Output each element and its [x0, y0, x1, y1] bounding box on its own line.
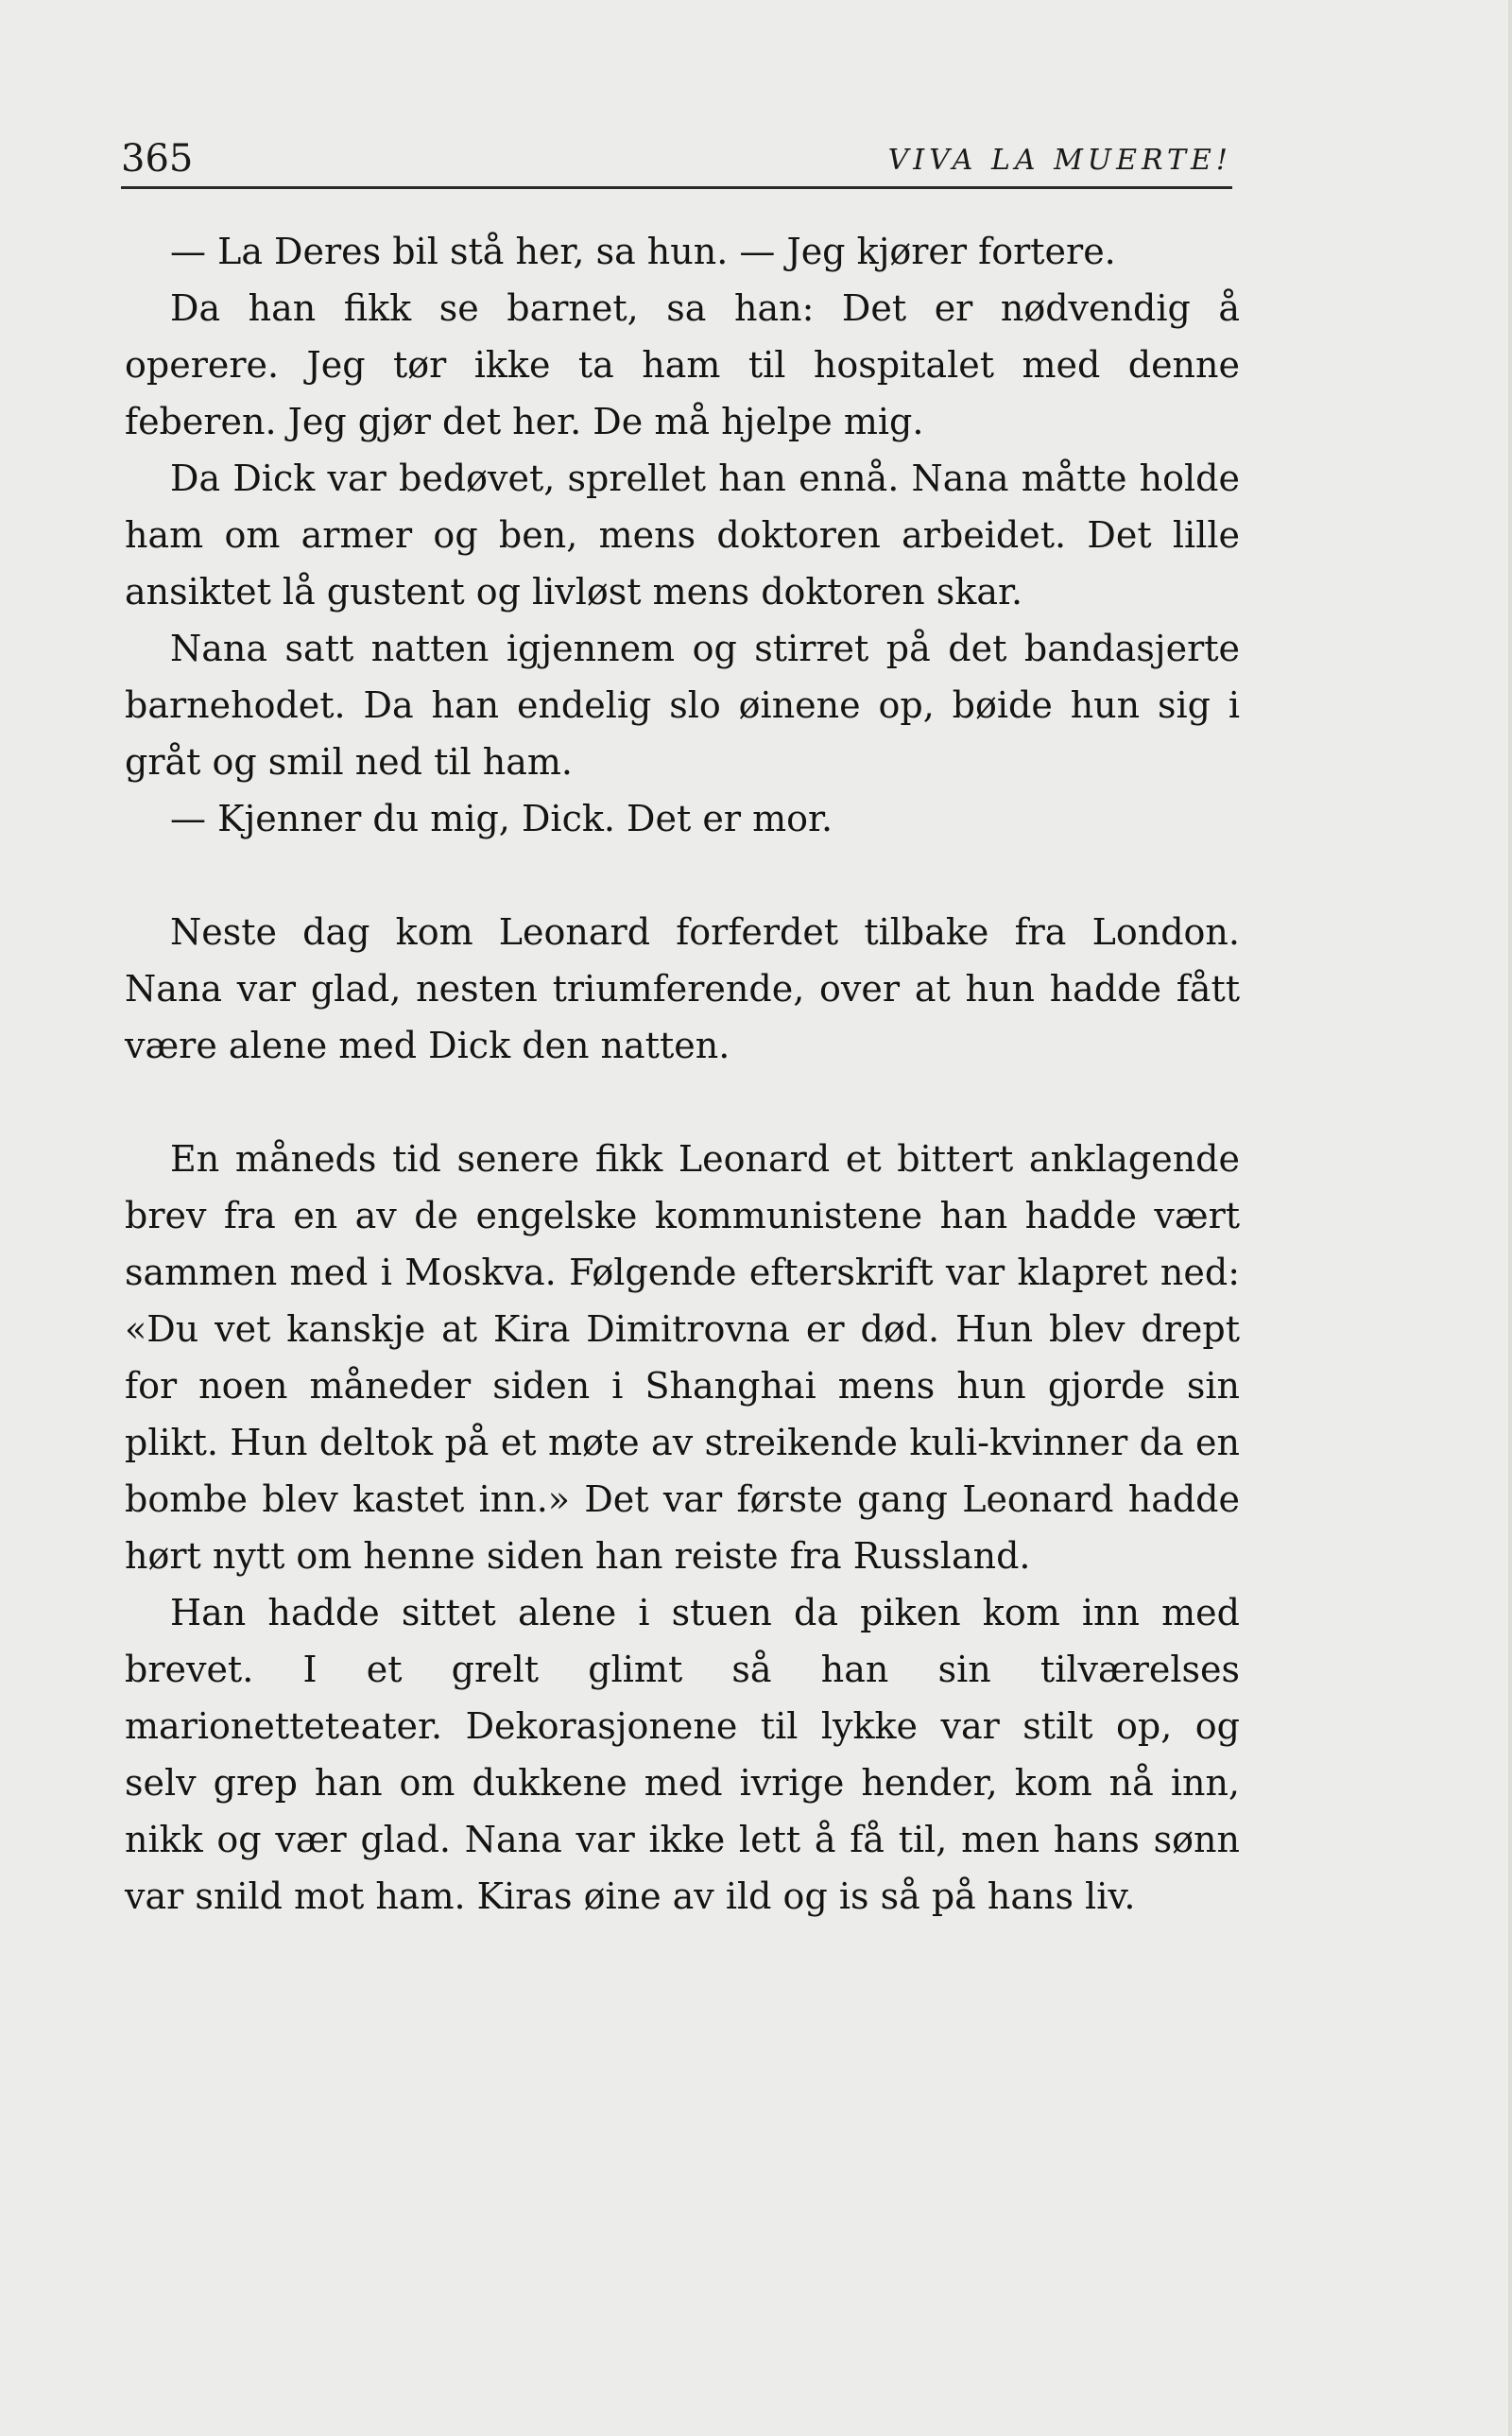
- paragraph: — Kjenner du mig, Dick. Det er mor.: [170, 798, 833, 839]
- paragraph: En måneds tid senere fikk Leonard et bittert anklagende brev fra en av de engelske kommunistene han hadde vært sammen med i Moskva. Følgende efterskrift var klapret ned: «Du vet kanskje at Kira Dimitrovna er død. Hun blev drept for noen måneder siden i Shanghai mens hun gjorde sin plikt. Hun deltok på et møte av streikende kuli-kvinner da en bombe blev kastet inn.» Det var første gang Leonard hadde hørt nytt om henne siden han reiste fra Russland.: [125, 1138, 1240, 1577]
- section-break: [125, 847, 1240, 904]
- paragraph: Han hadde sittet alene i stuen da piken kom inn med brevet. I et grelt glimt så han sin tilværelses marionetteteater. Dekorasjonene til lykke var stilt op, og selv grep han om dukkene med ivrige hender, kom nå inn, nikk og vær glad. Nana var ikke lett å få til, men hans sønn var snild mot ham. Kiras øine av ild og is så på hans liv.: [125, 1592, 1240, 1917]
- paragraph: Da han fikk se barnet, sa han: Det er nødvendig å operere. Jeg tør ikke ta ham til hospitalet med denne feberen. Jeg gjør det her. De må hjelpe mig.: [125, 287, 1240, 442]
- section-break: [125, 1074, 1240, 1131]
- running-title: VIVA LA MUERTE!: [887, 144, 1232, 177]
- page-number: 365: [121, 137, 194, 181]
- page-edge: [1508, 0, 1512, 2436]
- paragraph: Nana satt natten igjennem og stirret på det bandasjerte barnehodet. Da han endelig slo øinene op, bøide hun sig i gråt og smil ned til ham.: [125, 628, 1240, 783]
- paragraph: Da Dick var bedøvet, sprellet han ennå. Nana måtte holde ham om armer og ben, mens doktoren arbeidet. Det lille ansiktet lå gustent og livløst mens doktoren skar.: [125, 458, 1240, 613]
- page-header: [121, 121, 1232, 189]
- paragraph: — La Deres bil stå her, sa hun. — Jeg kjører fortere.: [170, 231, 1116, 272]
- body-text: [125, 223, 1240, 1925]
- paragraph: Neste dag kom Leonard forferdet tilbake fra London. Nana var glad, nesten triumferende, over at hun hadde fått være alene med Dick den natten.: [125, 911, 1240, 1066]
